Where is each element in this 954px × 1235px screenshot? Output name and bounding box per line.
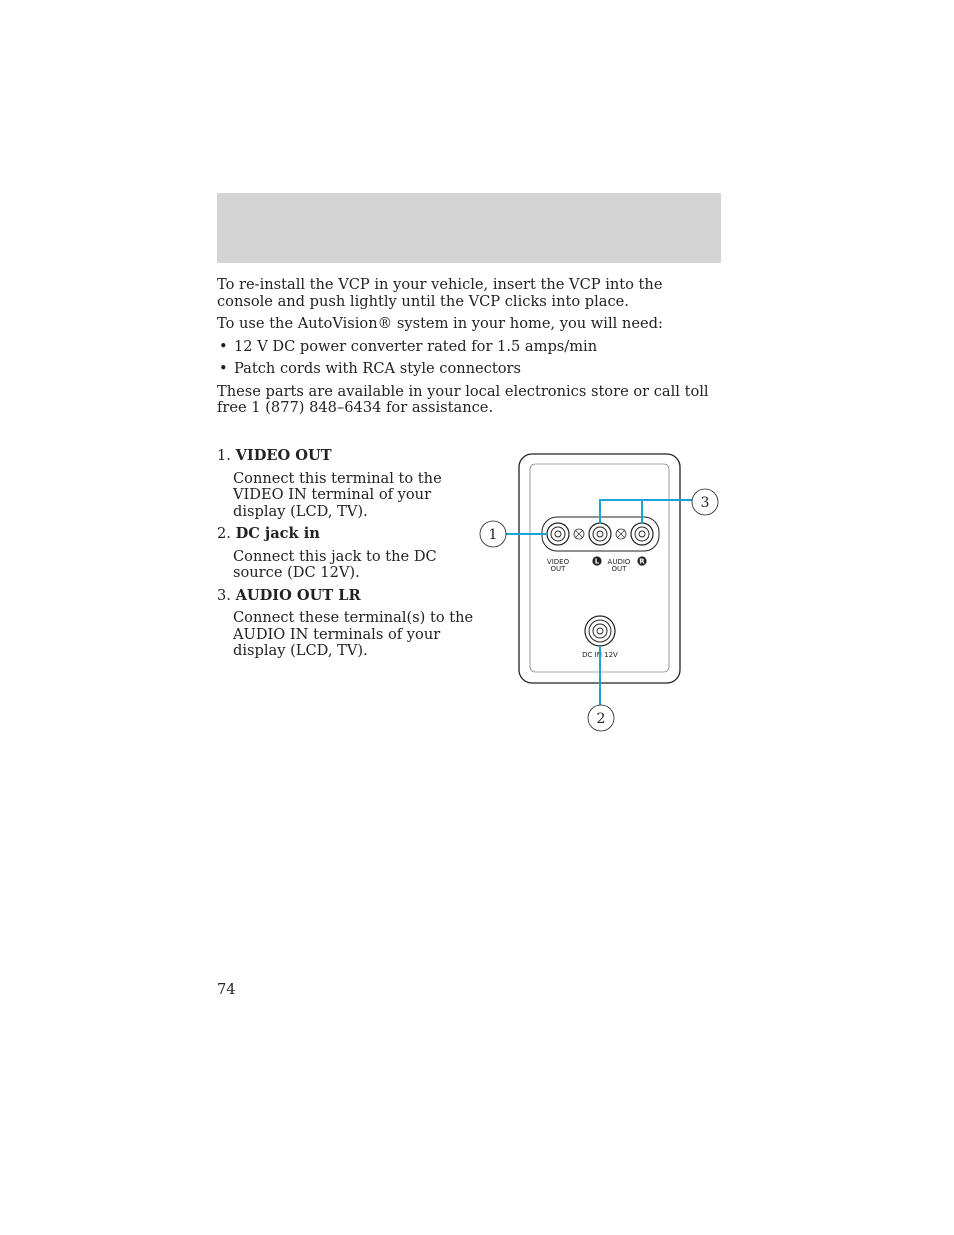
dc-in-label: DC IN 12V	[582, 651, 618, 659]
item-title: AUDIO OUT LR	[235, 586, 361, 604]
terminal-list	[217, 448, 479, 666]
item-number: 2.	[217, 525, 231, 542]
left-channel-badge	[592, 556, 601, 565]
bullet-text: Patch cords with RCA style connectors	[234, 360, 521, 377]
availability-paragraph: These parts are available in your local electronics store or call toll free 1 (877) 848–6434 for assistance.	[217, 382, 709, 416]
list-item-title	[217, 588, 479, 605]
screw-icon	[616, 529, 626, 539]
section-header-band	[217, 193, 721, 263]
callout-2	[588, 705, 614, 731]
bullet-text: 12 V DC power converter rated for 1.5 amps/min	[234, 337, 598, 355]
video-out-label-1: VIDEO	[546, 558, 570, 566]
screw-icon	[574, 529, 584, 539]
list-item-title	[217, 448, 479, 465]
bullet-icon: •	[219, 337, 228, 355]
connector-panel-diagram	[476, 448, 726, 738]
callout-3	[692, 489, 718, 515]
right-badge-text: R	[639, 557, 645, 566]
dc-in-jack	[585, 616, 615, 646]
item-number: 3.	[217, 586, 231, 604]
video-out-label-2: OUT	[550, 565, 566, 573]
audio-out-label-1: AUDIO	[607, 558, 631, 566]
bullet-icon: •	[219, 360, 228, 377]
left-badge-text: L	[594, 557, 600, 566]
callout-1-number: 1	[488, 527, 498, 543]
page-number: 74	[217, 981, 236, 998]
intro-text	[217, 277, 723, 423]
bullet-item	[217, 361, 723, 378]
item-number: 1.	[217, 447, 231, 464]
callout-1	[480, 521, 506, 547]
audio-out-right-jack	[631, 523, 653, 545]
item-description: Connect this jack to the DC source (DC 12V).	[233, 547, 437, 581]
callout-3-number: 3	[700, 495, 710, 511]
item-description: Connect these terminal(s) to the AUDIO IN terminals of your display (LCD, TV).	[233, 609, 474, 659]
reinstall-paragraph: To re-install the VCP in your vehicle, insert the VCP into the console and push lightly until the VCP clicks into place.	[217, 276, 663, 310]
item-title: VIDEO OUT	[235, 447, 332, 464]
list-item-title	[217, 526, 479, 543]
audio-out-label-2: OUT	[611, 565, 627, 573]
audio-out-left-jack	[589, 523, 611, 545]
callout-2-number: 2	[596, 711, 606, 727]
right-channel-badge	[637, 556, 646, 565]
item-title: DC jack in	[235, 525, 320, 542]
video-out-jack	[547, 523, 569, 545]
bullet-item	[217, 339, 723, 356]
item-description: Connect this terminal to the VIDEO IN terminal of your display (LCD, TV).	[233, 469, 442, 520]
home-use-paragraph: To use the AutoVision® system in your home, you will need:	[217, 315, 663, 332]
